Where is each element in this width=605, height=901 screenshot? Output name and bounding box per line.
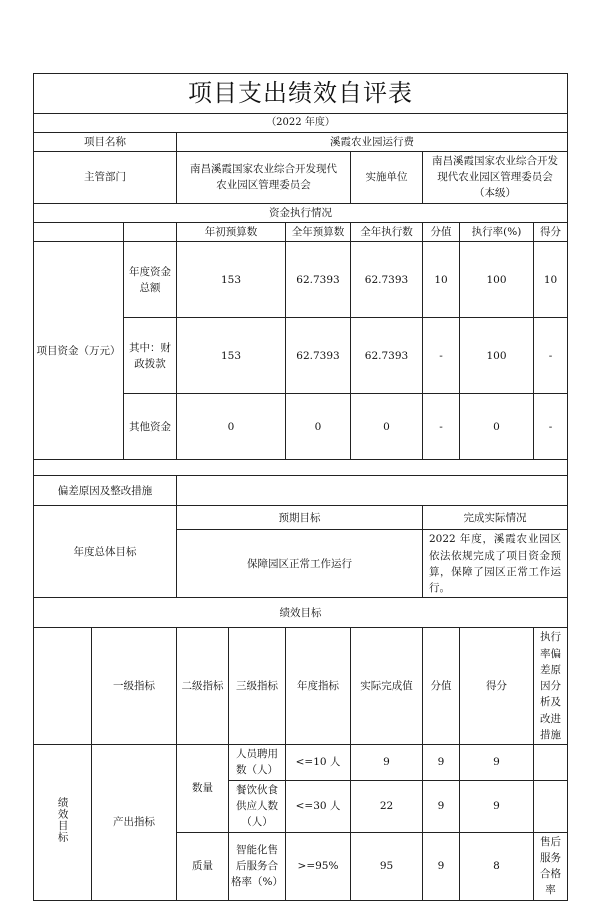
perf-level3: 智能化售后服务合格率（%） [229, 832, 286, 900]
perf-section-header: 绩效目标 [34, 598, 568, 628]
perf-score-value: 9 [423, 745, 460, 781]
fund-header-initial-budget: 年初预算数 [177, 223, 286, 242]
evaluation-table [33, 73, 568, 901]
fund-header-score: 得分 [534, 223, 568, 242]
fund-row-label: 年度资金总额 [124, 242, 177, 318]
perf-header-note: 执行率偏差原因分析及改进措施 [534, 628, 568, 745]
fund-header-exec-rate: 执行率(%) [460, 223, 534, 242]
perf-target: >=95% [286, 832, 351, 900]
deviation-value [177, 476, 568, 506]
perf-note: 售后服务合格率 [534, 832, 568, 900]
funds-section-header: 资金执行情况 [34, 203, 568, 222]
fund-header-score-value: 分值 [423, 223, 460, 242]
perf-header-score-value: 分值 [423, 628, 460, 745]
perf-header-score: 得分 [460, 628, 534, 745]
fund-header-annual-executed: 全年执行数 [351, 223, 423, 242]
perf-score: 9 [460, 745, 534, 781]
perf-note [534, 780, 568, 832]
year-label: （2022 年度） [34, 114, 568, 133]
fund-cell: 0 [177, 394, 286, 460]
dept-value: 南昌溪霞国家农业综合开发现代农业园区管理委员会 [177, 151, 351, 203]
page-title: 项目支出绩效自评表 [34, 74, 568, 114]
fund-row-label: 其他资金 [124, 394, 177, 460]
perf-level2-quantity: 数量 [177, 745, 229, 832]
fund-cell: - [423, 318, 460, 394]
fund-cell: 153 [177, 242, 286, 318]
perf-actual: 95 [351, 832, 423, 900]
fund-cell: 0 [460, 394, 534, 460]
impl-label: 实施单位 [351, 151, 423, 203]
spacer-row [34, 460, 568, 476]
perf-target: <=10 人 [286, 745, 351, 781]
fund-cell: - [534, 394, 568, 460]
fund-row-label: 其中：财政拨款 [124, 318, 177, 394]
perf-level3: 人员聘用数（人） [229, 745, 286, 781]
fund-cell: 100 [460, 318, 534, 394]
expected-goal-header: 预期目标 [177, 506, 423, 530]
perf-header-target: 年度指标 [286, 628, 351, 745]
fund-cell: - [423, 394, 460, 460]
fund-cell: 0 [286, 394, 351, 460]
perf-level2-quality: 质量 [177, 832, 229, 900]
perf-header-level2: 二级指标 [177, 628, 229, 745]
perf-level1: 产出指标 [92, 745, 177, 900]
perf-score-value: 9 [423, 780, 460, 832]
fund-cell: 62.7393 [351, 318, 423, 394]
fund-header-blank-2 [124, 223, 177, 242]
fund-cell: 62.7393 [286, 242, 351, 318]
project-name-value: 溪霞农业园运行费 [177, 132, 568, 151]
expected-goal-value: 保障园区正常工作运行 [177, 530, 423, 598]
perf-header-blank [34, 628, 92, 745]
perf-score: 9 [460, 780, 534, 832]
annual-goal-label: 年度总体目标 [34, 506, 177, 598]
fund-cell: 100 [460, 242, 534, 318]
fund-cell: 62.7393 [351, 242, 423, 318]
deviation-label: 偏差原因及整改措施 [34, 476, 177, 506]
perf-actual: 9 [351, 745, 423, 781]
fund-header-annual-budget: 全年预算数 [286, 223, 351, 242]
perf-note [534, 745, 568, 781]
fund-header-blank [34, 223, 124, 242]
fund-cell: 10 [423, 242, 460, 318]
perf-header-actual: 实际完成值 [351, 628, 423, 745]
fund-cell: 0 [351, 394, 423, 460]
fund-cell: 62.7393 [286, 318, 351, 394]
perf-target: <=30 人 [286, 780, 351, 832]
actual-result-value: 2022 年度，溪霞农业园区依法依规完成了项目资金预算，保障了园区正常工作运行。 [423, 530, 568, 598]
perf-actual: 22 [351, 780, 423, 832]
perf-header-level3: 三级指标 [229, 628, 286, 745]
fund-cell: 10 [534, 242, 568, 318]
perf-score-value: 9 [423, 832, 460, 900]
perf-side-label: 绩效目标 [34, 745, 92, 900]
evaluation-sheet [33, 73, 567, 901]
perf-level3: 餐饮伙食供应人数（人） [229, 780, 286, 832]
fund-group-label: 项目资金（万元） [34, 242, 124, 460]
perf-score: 8 [460, 832, 534, 900]
fund-cell: 153 [177, 318, 286, 394]
dept-label: 主管部门 [34, 151, 177, 203]
perf-header-level1: 一级指标 [92, 628, 177, 745]
impl-value: 南昌溪霞国家农业综合开发现代农业园区管理委员会（本级） [423, 151, 568, 203]
project-name-label: 项目名称 [34, 132, 177, 151]
actual-header: 完成实际情况 [423, 506, 568, 530]
fund-cell: - [534, 318, 568, 394]
